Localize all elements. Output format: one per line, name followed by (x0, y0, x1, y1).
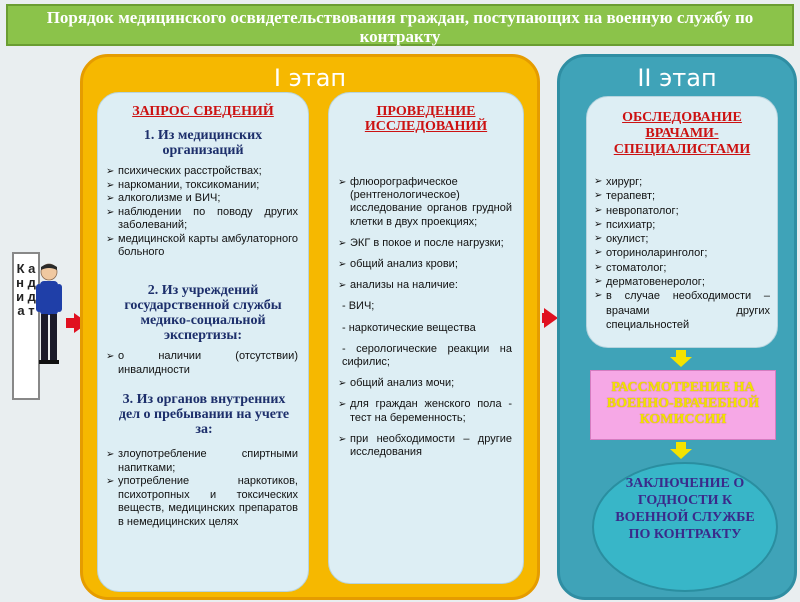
arrow-bullet-icon: ➢ (338, 237, 347, 249)
list-item: ➢ дерматовенеролог; (594, 276, 705, 289)
arrow-bullet-icon: ➢ (338, 177, 347, 188)
arrow-bullet-icon: ➢ (338, 259, 347, 271)
arrow-bullet-icon: ➢ (106, 233, 115, 245)
section-heading-1: 1. Из медицинских организаций (143, 128, 263, 158)
list-item: ➢ злоупотребление спиртными напитками; (106, 448, 298, 474)
arrow-bullet-icon: ➢ (594, 261, 603, 273)
specialists-list (594, 175, 770, 332)
arrow-head-icon (670, 449, 692, 459)
commission-text: РАССМОТРЕНИЕ НА ВОЕННО-ВРАЧЕБНОЙ КОМИССИИ (606, 380, 760, 427)
section-heading-3: 3. Из органов внутренних дел о пребывании на учете за: (118, 392, 290, 437)
section-heading-2: 2. Из учреждений государственной службы медико-социальной экспертизы: (124, 283, 282, 343)
list-item: ➢ алкоголизме и ВИЧ; (106, 192, 221, 204)
list-item: ➢ в случае необходимости – врачами других специальностей (594, 290, 770, 331)
list-item: ➢ оториноларинголог; (594, 247, 708, 260)
list-item: ➢ стоматолог; (594, 261, 667, 274)
arrow-bullet-icon: ➢ (338, 378, 347, 390)
list-item: - ВИЧ; (342, 300, 375, 313)
list-item: - наркотические вещества (342, 321, 476, 334)
specialists-panel-title: ОБСЛЕДОВАНИЕ ВРАЧАМИ-СПЕЦИАЛИСТАМИ (613, 110, 751, 157)
arrow-bullet-icon: ➢ (594, 233, 603, 245)
arrow-bullet-icon: ➢ (338, 399, 347, 411)
arrow-bullet-icon: ➢ (594, 190, 603, 202)
research-list (338, 176, 512, 459)
list-item: ➢ о наличии (отсутствии) инвалидности (106, 350, 298, 376)
arrow-head-icon (544, 308, 558, 328)
list-item: ➢ невропатолог; (594, 204, 679, 217)
arrow-bullet-icon: ➢ (106, 206, 115, 218)
list-item: ➢ окулист; (594, 233, 649, 246)
arrow-bullet-icon: ➢ (106, 449, 115, 460)
section-list-2 (106, 350, 298, 377)
arrow-bullet-icon: ➢ (106, 476, 115, 487)
list-item: - серологические реакции на сифилис; (342, 342, 512, 369)
list-item: ➢ общий анализ крови; (338, 258, 458, 271)
list-item: ➢ медицинской карты амбулаторного больного (106, 232, 298, 258)
research-panel-title: ПРОВЕДЕНИЕ ИССЛЕДОВАНИЙ (364, 104, 488, 134)
list-item: ➢ психических расстройствах; (106, 165, 262, 177)
conclusion-text: ЗАКЛЮЧЕНИЕ О ГОДНОСТИ К ВОЕННОЙ СЛУЖБЕ ПО КОНТРАКТУ (615, 476, 755, 542)
list-item: ➢ флюорографическое (рентгенологическое) исследование органов грудной клетки в двух проекциях; (338, 176, 512, 228)
arrow-bullet-icon: ➢ (594, 204, 603, 216)
section-list-3 (106, 448, 298, 529)
arrow-bullet-icon: ➢ (594, 176, 603, 187)
arrow-bullet-icon: ➢ (594, 218, 603, 230)
list-item: ➢ общий анализ мочи; (338, 377, 455, 390)
stage1-label: I этап (273, 64, 347, 92)
list-item: ➢ психиатр; (594, 218, 656, 231)
candidate-label: К а н д и д а т (16, 261, 36, 318)
arrow-bullet-icon: ➢ (594, 247, 603, 259)
stage2-label: II этап (637, 64, 717, 92)
list-item: ➢ при необходимости – другие исследования (338, 432, 512, 459)
list-item: ➢ для граждан женского пола - тест на беременность; (338, 398, 512, 424)
section-list-1 (106, 165, 298, 260)
list-item: ➢ ЭКГ в покое и после нагрузки; (338, 236, 504, 249)
arrow-bullet-icon: ➢ (338, 433, 347, 445)
person-icon (32, 262, 66, 370)
arrow-head-icon (670, 357, 692, 367)
arrow-bullet-icon: ➢ (106, 351, 115, 362)
requests-panel-title: ЗАПРОС СВЕДЕНИЙ (132, 104, 274, 119)
arrow-bullet-icon: ➢ (106, 179, 115, 191)
list-item: ➢ употребление наркотиков, психотропных и токсических веществ, медицинских препаратов в немедицинских целях (106, 475, 298, 528)
list-item: ➢ хирург; (594, 176, 643, 188)
arrow-bullet-icon: ➢ (106, 166, 115, 177)
page-title: Порядок медицинского освидетельствования граждан, поступающих на военную службу по контракту (6, 4, 794, 46)
arrow-bullet-icon: ➢ (594, 290, 603, 302)
arrow-bullet-icon: ➢ (594, 276, 603, 288)
list-item: ➢ наблюдении по поводу других заболеваний; (106, 205, 298, 231)
list-item: ➢ анализы на наличие: (338, 279, 458, 292)
arrow-bullet-icon: ➢ (106, 193, 115, 204)
list-item: ➢ наркомании, токсикомании; (106, 178, 260, 191)
arrow-bullet-icon: ➢ (338, 280, 347, 292)
list-item: ➢ терапевт; (594, 190, 656, 203)
